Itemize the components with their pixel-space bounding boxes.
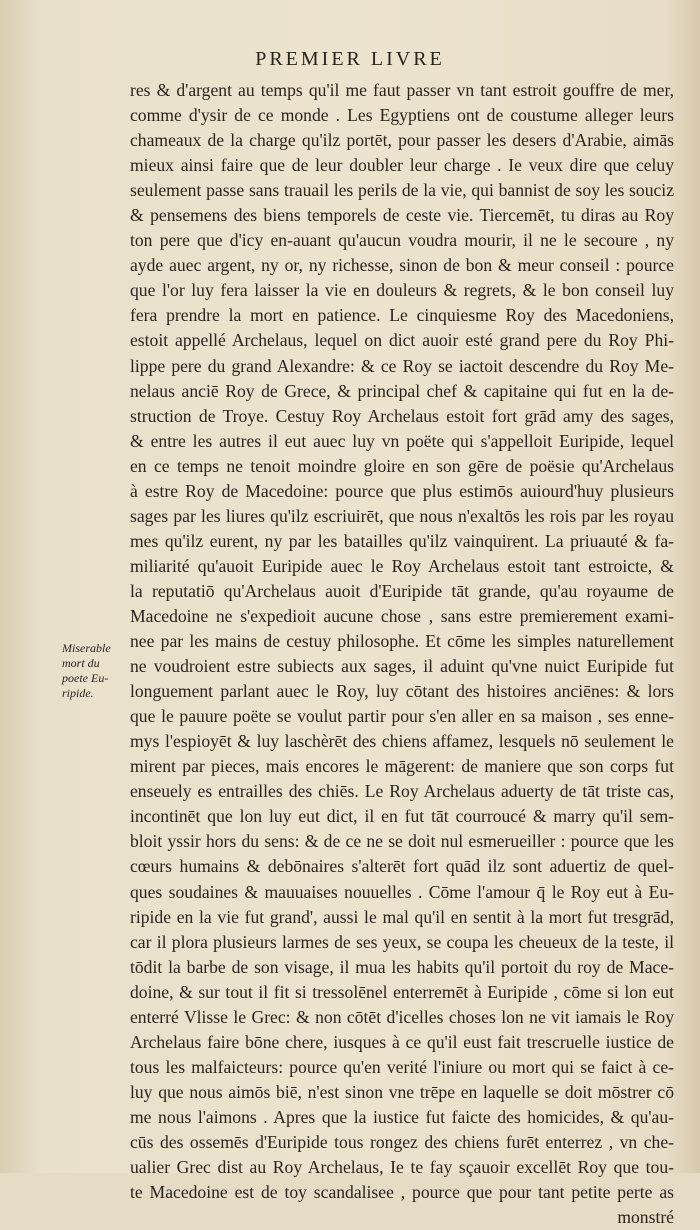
text-line: ayde auec argent, ny or, ny richesse, sinon de bon & meur conseil : pource xyxy=(130,255,674,276)
text-line: mys l'espioyēt & luy laschèrēt des chiens affamez, lesquels nō seulement le xyxy=(130,731,674,752)
text-line: nee par les mains de cestuy philosophe. Et cōme les simples naturellement xyxy=(130,631,674,652)
text-line: miliarité qu'auoit Euripide auec le Roy Archelaus estoit tant estroicte, & xyxy=(130,555,674,576)
text-line: ripide en la vie fut grand', aussi le mal qu'il en sentit à la mort fut tresgrād, xyxy=(130,906,674,927)
text-line: ne voudroient estre subiects aux sages, il aduint qu'vne nuict Euripide fut xyxy=(130,656,674,677)
margin-note-line: Miserable xyxy=(62,641,111,655)
text-line: cœurs humains & debōnaires s'alterēt fort quād ilz sont aduertiz de quel- xyxy=(130,856,674,877)
text-line: sages par les liures qu'ilz escriuirēt, que nous n'exaltōs les rois par les royau xyxy=(130,505,674,526)
text-line: nelaus anciē Roy de Grece, & principal chef & capitaine qui fut en la de- xyxy=(130,380,674,401)
text-line: que le pauure poëte se voulut partir pour s'en aller en sa maison , ses enne- xyxy=(130,706,674,727)
text-line: mirent par pieces, mais encores le māgerent: de maniere que son corps fut xyxy=(130,756,674,777)
text-line: ques soudaines & mauuaises nouuelles . Cōme l'amour q̄ le Roy eut à Eu- xyxy=(130,881,674,902)
text-line: luy que nous aimōs biē, n'est sinon vne trēpe en laquelle se doit mōstrer cō xyxy=(130,1081,674,1102)
text-line: te Macedoine est de toy scandalisee , pource que pour tant petite perte as xyxy=(130,1182,674,1203)
text-line: bloit yssir hors du sens: & de ce ne se doit nul esmerueiller : pource que les xyxy=(130,831,674,852)
text-line: cūs des ossemēs d'Euripide tous rongez des chiens furēt enterrez , vn che- xyxy=(130,1131,674,1152)
text-line: tous les malfaicteurs: pource qu'en verité l'iniure ou mort qui se faict à ce- xyxy=(130,1056,674,1077)
running-head: PREMIER LIVRE xyxy=(255,48,445,70)
text-line: tōdit la barbe de son visage, il mua les habits qu'il portoit du roy de Mace- xyxy=(130,956,674,977)
margin-note-line: ripide. xyxy=(62,686,94,700)
text-line: Archelaus faire bōne chere, iusques à ce qu'il eust fait trescruelle iustice de xyxy=(130,1031,674,1052)
text-line: fera prendre la mort en patience. Le cinquiesme Roy des Macedoniens, xyxy=(130,305,674,326)
margin-note-line: mort du xyxy=(62,656,100,670)
text-line: ton pere que d'icy en-auant qu'aucun voudra mourir, il ne le secoure , ny xyxy=(130,230,674,251)
text-line: en ce temps ne tenoit moindre gloire en son gēre de poësie qu'Archelaus xyxy=(130,455,674,476)
text-line: mes qu'ilz eurent, ny par les batailles qu'ilz vainquirent. La priuauté & fa- xyxy=(130,530,674,551)
text-line: ualier Grec dist au Roy Archelaus, Ie te fay sçauoir excellēt Roy que tou- xyxy=(130,1157,674,1178)
text-line: la reputatiō qu'Archelaus auoit d'Euripide tāt grande, qu'au royaume de xyxy=(130,580,674,601)
text-line: enterré Vlisse le Grec: & non cōtēt d'icelles choses lon ne vit iamais le Roy xyxy=(130,1006,674,1027)
text-line: que l'or luy fera laisser la vie en douleurs & regrets, & le bon conseil luy xyxy=(130,280,674,301)
text-line: struction de Troye. Cestuy Roy Archelaus estoit fort grād amy des sages, xyxy=(130,405,674,426)
text-line: enseuely es entrailles des chiēs. Le Roy Archelaus aduerty de tāt triste cas, xyxy=(130,781,674,802)
text-line: longuement parlant auec le Roy, luy cōtant des histoires anciēnes: & lors xyxy=(130,681,674,702)
text-line: me nous l'aimons . Apres que la iustice fut faicte des homicides, & qu'au- xyxy=(130,1106,674,1127)
text-line: à estre Roy de Macedoine: pource que plus estimōs auiourd'huy plusieurs xyxy=(130,480,674,501)
text-line: incontinēt que lon luy eut dict, il en fut tāt courroucé & marry qu'il sem- xyxy=(130,806,674,827)
margin-note-line: poete Eu- xyxy=(62,671,109,685)
text-line: mieux ainsi faire que de leur doubler leur charge . Ie veux dire que celuy xyxy=(130,155,674,176)
text-line: lippe pere du grand Alexandre: & ce Roy se iactoit descendre du Roy Me- xyxy=(130,355,674,376)
margin-note xyxy=(62,641,124,701)
text-line: Macedoine ne s'expedioit aucune chose , sans estre premierement exami- xyxy=(130,605,674,626)
text-line: res & d'argent au temps qu'il me faut passer vn tant estroit gouffre de mer, xyxy=(130,80,674,100)
text-line: chameaux de la charge qu'ilz portēt, pour passer les desers d'Arabie, aimās xyxy=(130,130,674,151)
text-line: estoit appellé Archelaus, lequel on dict auoir esté grand pere du Roy Phi- xyxy=(130,330,674,351)
text-line: & pensemens des biens temporels de ceste vie. Tiercemēt, tu diras au Roy xyxy=(130,205,674,226)
catchword: monstré xyxy=(617,1207,674,1228)
text-line: car il plora plusieurs larmes de ses yeux, se coupa les cheueux de la teste, il xyxy=(130,931,674,952)
text-line: comme d'ysir de ce monde . Les Egyptiens ont de coustume alleger leurs xyxy=(130,105,674,126)
body-text xyxy=(130,78,674,1230)
text-line: doine, & sur tout il fit si tressolēnel enterremēt à Euripide , cōme si lon eut xyxy=(130,981,674,1002)
text-line: & entre les autres il eut auec luy vn poëte qui s'appelloit Euripide, lequel xyxy=(130,430,674,451)
text-line: seulement passe sans trauail les perils de la vie, qui bannist de soy les souciz xyxy=(130,180,674,201)
